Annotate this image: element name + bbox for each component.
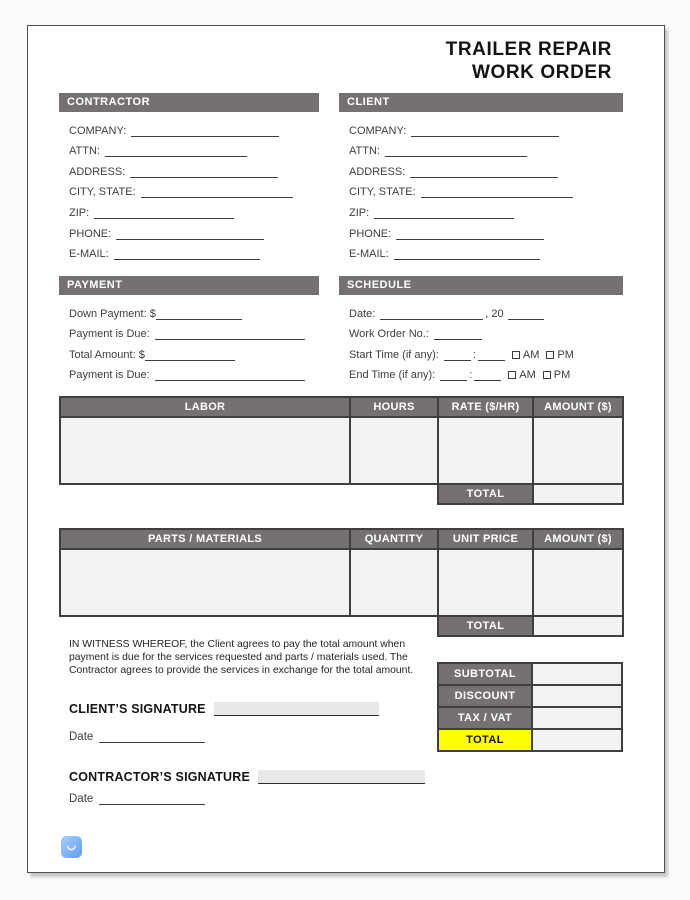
contractor-date-label: Date xyxy=(69,793,94,805)
page-title-line2: WORK ORDER xyxy=(471,62,612,83)
contractor-company-row xyxy=(69,116,293,137)
labor-description-cell[interactable] xyxy=(60,417,350,484)
labor-header-row xyxy=(60,397,623,417)
contractor-address-row xyxy=(69,157,293,178)
contractor-city-state-blank[interactable] xyxy=(141,186,293,198)
labor-rate-cell[interactable] xyxy=(438,417,533,484)
contractor-fields xyxy=(69,116,293,260)
parts-amount-cell[interactable] xyxy=(533,549,623,616)
tax-vat-value[interactable] xyxy=(532,707,622,729)
end-am-label: AM xyxy=(519,369,536,382)
end-pm-checkbox[interactable] xyxy=(543,371,551,379)
payment-due-label-2: Payment is Due: xyxy=(69,369,150,382)
contractor-company-blank[interactable] xyxy=(131,125,279,137)
client-email-row xyxy=(349,240,573,261)
client-email-label: E-MAIL: xyxy=(349,248,389,261)
client-phone-row xyxy=(349,219,573,240)
unit-price-col-header: UNIT PRICE xyxy=(438,529,533,549)
start-time-label: Start Time (if any): xyxy=(349,348,439,361)
contractor-attn-label: ATTN: xyxy=(69,145,100,158)
contractor-address-label: ADDRESS: xyxy=(69,165,126,178)
payment-due-row-1 xyxy=(69,320,305,341)
labor-total-value[interactable] xyxy=(533,484,623,504)
parts-table xyxy=(59,528,624,637)
end-time-label: End Time (if any): xyxy=(349,369,436,382)
total-amount-blank[interactable] xyxy=(145,349,235,361)
contractor-address-blank[interactable] xyxy=(130,166,278,178)
labor-table xyxy=(59,396,624,505)
quantity-col-header: QUANTITY xyxy=(350,529,438,549)
labor-amount-cell[interactable] xyxy=(533,417,623,484)
subtotal-label: SUBTOTAL xyxy=(438,663,532,685)
contractor-attn-blank[interactable] xyxy=(105,145,247,157)
contractor-section-header: CONTRACTOR xyxy=(59,93,319,112)
payment-due-label-1: Payment is Due: xyxy=(69,328,150,341)
contractor-email-blank[interactable] xyxy=(114,248,260,260)
discount-value[interactable] xyxy=(532,685,622,707)
schedule-year-blank[interactable] xyxy=(508,308,544,320)
payment-section-header: PAYMENT xyxy=(59,276,319,295)
client-section-header: CLIENT xyxy=(339,93,623,112)
parts-total-row xyxy=(60,616,623,636)
down-payment-blank[interactable] xyxy=(156,308,242,320)
total-amount-row xyxy=(69,340,305,361)
start-pm-checkbox[interactable] xyxy=(546,351,554,359)
parts-col-header: PARTS / MATERIALS xyxy=(60,529,350,549)
client-date-row xyxy=(69,729,205,743)
discount-label: DISCOUNT xyxy=(438,685,532,707)
client-signature-line[interactable] xyxy=(214,702,379,716)
subtotal-value[interactable] xyxy=(532,663,622,685)
parts-amount-col-header: AMOUNT ($) xyxy=(533,529,623,549)
schedule-section-header: SCHEDULE xyxy=(339,276,623,295)
client-address-blank[interactable] xyxy=(410,166,558,178)
witness-line-2: payment is due for the services requested and parts / materials used. The xyxy=(69,652,408,664)
contractor-date-line[interactable] xyxy=(99,793,205,805)
parts-total-value[interactable] xyxy=(533,616,623,636)
start-minute-blank[interactable] xyxy=(478,349,505,361)
client-zip-label: ZIP: xyxy=(349,206,370,219)
contractor-city-state-row xyxy=(69,178,293,199)
client-company-label: COMPANY: xyxy=(349,124,407,137)
tax-vat-label: TAX / VAT xyxy=(438,707,532,729)
client-company-blank[interactable] xyxy=(411,125,559,137)
contractor-signature-line[interactable] xyxy=(258,770,425,784)
contractor-zip-row xyxy=(69,198,293,219)
labor-total-row xyxy=(60,484,623,504)
client-signature-label: CLIENT’S SIGNATURE xyxy=(69,702,206,716)
schedule-date-blank[interactable] xyxy=(380,308,483,320)
labor-total-label: TOTAL xyxy=(438,484,533,504)
payment-fields xyxy=(69,299,305,381)
grand-total-label: TOTAL xyxy=(438,729,532,751)
client-city-state-row xyxy=(349,178,573,199)
labor-amount-col-header: AMOUNT ($) xyxy=(533,397,623,417)
payment-due-blank-2[interactable] xyxy=(155,369,305,381)
down-payment-label: Down Payment: $ xyxy=(69,307,156,320)
contractor-phone-row xyxy=(69,219,293,240)
total-amount-label: Total Amount: $ xyxy=(69,348,145,361)
schedule-date-row xyxy=(349,299,574,320)
start-time-separator: : xyxy=(472,348,476,361)
start-time-row xyxy=(349,340,574,361)
contractor-zip-label: ZIP: xyxy=(69,206,90,219)
parts-unit-price-cell[interactable] xyxy=(438,549,533,616)
hours-col-header: HOURS xyxy=(350,397,438,417)
work-order-no-label: Work Order No.: xyxy=(349,328,429,341)
parts-total-spacer xyxy=(350,616,438,636)
end-pm-label: PM xyxy=(553,369,571,382)
contractor-city-state-label: CITY, STATE: xyxy=(69,186,136,199)
contractor-signature-row xyxy=(69,768,425,784)
contractor-phone-blank[interactable] xyxy=(116,228,264,240)
end-am-checkbox[interactable] xyxy=(508,371,516,379)
contractor-phone-label: PHONE: xyxy=(69,227,112,240)
grand-total-row xyxy=(438,729,622,751)
page-title xyxy=(446,38,612,84)
labor-col-header: LABOR xyxy=(60,397,350,417)
parts-total-spacer xyxy=(60,616,350,636)
labor-body-row xyxy=(60,417,623,484)
client-phone-blank[interactable] xyxy=(396,228,544,240)
labor-hours-cell[interactable] xyxy=(350,417,438,484)
work-order-no-blank[interactable] xyxy=(434,328,482,340)
contractor-zip-blank[interactable] xyxy=(94,207,234,219)
labor-total-spacer xyxy=(350,484,438,504)
parts-body-row xyxy=(60,549,623,616)
client-city-state-label: CITY, STATE: xyxy=(349,186,416,199)
payment-due-blank-1[interactable] xyxy=(155,328,305,340)
client-fields xyxy=(349,116,573,260)
witness-line-1: IN WITNESS WHEREOF, the Client agrees to pay the total amount when xyxy=(69,639,406,650)
client-zip-blank[interactable] xyxy=(374,207,514,219)
client-attn-blank[interactable] xyxy=(385,145,527,157)
contractor-email-row xyxy=(69,240,293,261)
app-logo-icon xyxy=(61,836,82,858)
subtotal-row xyxy=(438,663,622,685)
client-address-label: ADDRESS: xyxy=(349,165,406,178)
contractor-company-label: COMPANY: xyxy=(69,124,127,137)
contractor-attn-row xyxy=(69,137,293,158)
parts-description-cell[interactable] xyxy=(60,549,350,616)
contractor-email-label: E-MAIL: xyxy=(69,248,109,261)
witness-clause xyxy=(69,638,435,678)
client-company-row xyxy=(349,116,573,137)
client-attn-row xyxy=(349,137,573,158)
discount-row xyxy=(438,685,622,707)
parts-quantity-cell[interactable] xyxy=(350,549,438,616)
client-city-state-blank[interactable] xyxy=(421,186,573,198)
start-am-label: AM xyxy=(522,348,540,361)
page-title-line1: TRAILER REPAIR xyxy=(445,39,612,60)
contractor-date-row xyxy=(69,791,205,805)
down-payment-row xyxy=(69,299,305,320)
labor-total-spacer xyxy=(60,484,350,504)
client-date-label: Date xyxy=(69,731,94,743)
contractor-signature-label: CONTRACTOR’S SIGNATURE xyxy=(69,770,251,784)
start-pm-label: PM xyxy=(557,348,574,361)
end-time-separator: : xyxy=(469,369,473,382)
client-email-blank[interactable] xyxy=(394,248,540,260)
schedule-fields xyxy=(349,299,574,381)
client-date-line[interactable] xyxy=(99,731,205,743)
client-phone-label: PHONE: xyxy=(349,227,392,240)
tax-vat-row xyxy=(438,707,622,729)
end-hour-blank[interactable] xyxy=(440,369,467,381)
client-signature-row xyxy=(69,700,379,716)
schedule-year-prefix: , 20 xyxy=(485,307,504,320)
rate-col-header: RATE ($/HR) xyxy=(438,397,533,417)
schedule-date-label: Date: xyxy=(349,307,376,320)
client-zip-row xyxy=(349,198,573,219)
client-attn-label: ATTN: xyxy=(349,145,380,158)
end-time-row xyxy=(349,361,574,382)
end-minute-blank[interactable] xyxy=(474,369,501,381)
witness-line-3: Contractor agrees to provide the services in exchange for the total amount. xyxy=(69,665,414,677)
parts-total-label: TOTAL xyxy=(438,616,533,636)
start-hour-blank[interactable] xyxy=(444,349,471,361)
start-am-checkbox[interactable] xyxy=(512,351,520,359)
summary-table xyxy=(437,662,623,752)
client-address-row xyxy=(349,157,573,178)
work-order-no-row xyxy=(349,320,574,341)
grand-total-value[interactable] xyxy=(532,729,622,751)
payment-due-row-2 xyxy=(69,361,305,382)
parts-header-row xyxy=(60,529,623,549)
work-order-page xyxy=(27,25,665,873)
